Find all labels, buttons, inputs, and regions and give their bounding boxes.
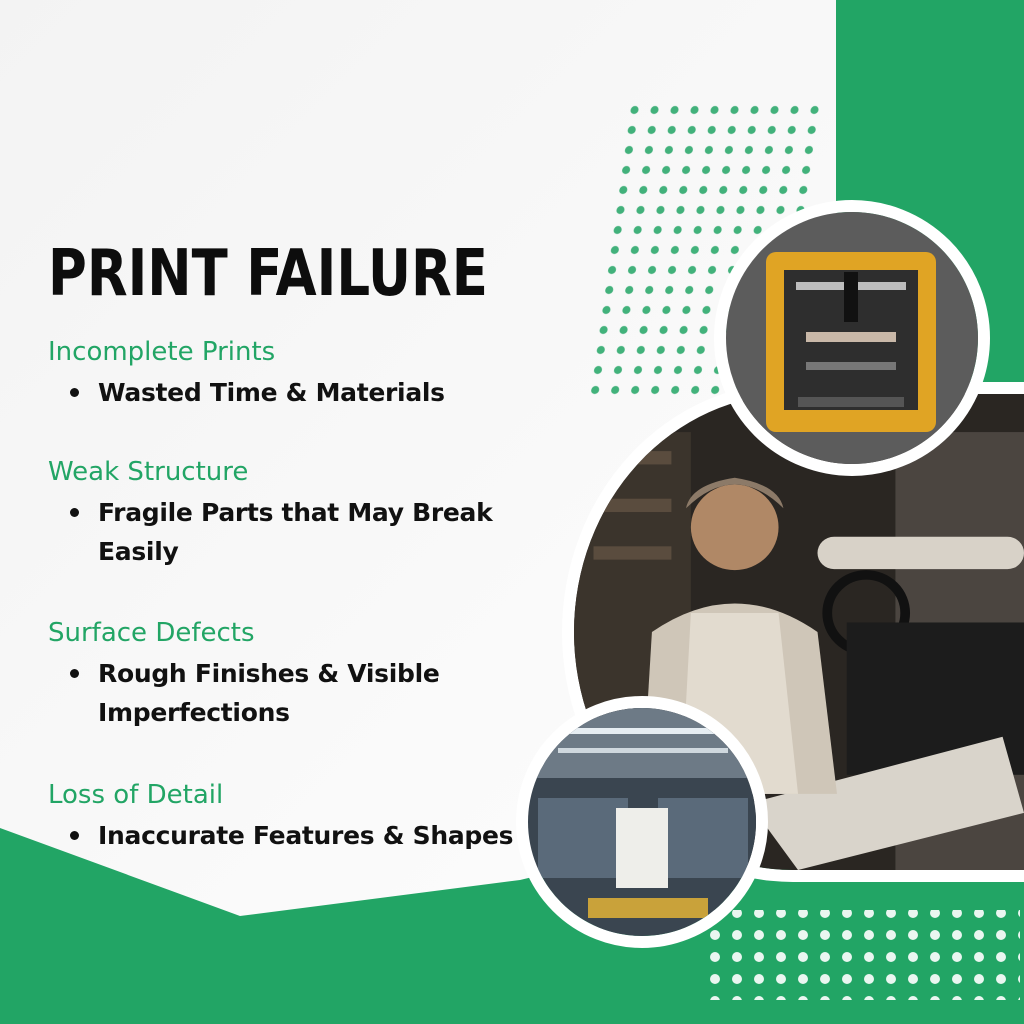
3d-printer-photo <box>714 200 990 476</box>
section-surface-defects <box>48 616 548 732</box>
bullet-item: Wasted Time & Materials <box>98 373 548 412</box>
bullet-item: Inaccurate Features & Shapes <box>98 816 548 855</box>
section-heading: Weak Structure <box>48 457 249 487</box>
section-heading: Incomplete Prints <box>48 337 276 367</box>
bullet-item: Fragile Parts that May Break Easily <box>98 493 518 571</box>
section-weak-structure <box>48 455 548 571</box>
section-loss-of-detail <box>48 778 548 855</box>
section-incomplete-prints <box>48 335 548 412</box>
bullet-item: Rough Finishes & Visible Imperfections <box>98 654 478 732</box>
section-heading: Loss of Detail <box>48 780 224 810</box>
industrial-printing-line-photo <box>516 696 768 948</box>
section-heading: Surface Defects <box>48 618 255 648</box>
page-title: PRINT FAILURE <box>48 237 488 311</box>
